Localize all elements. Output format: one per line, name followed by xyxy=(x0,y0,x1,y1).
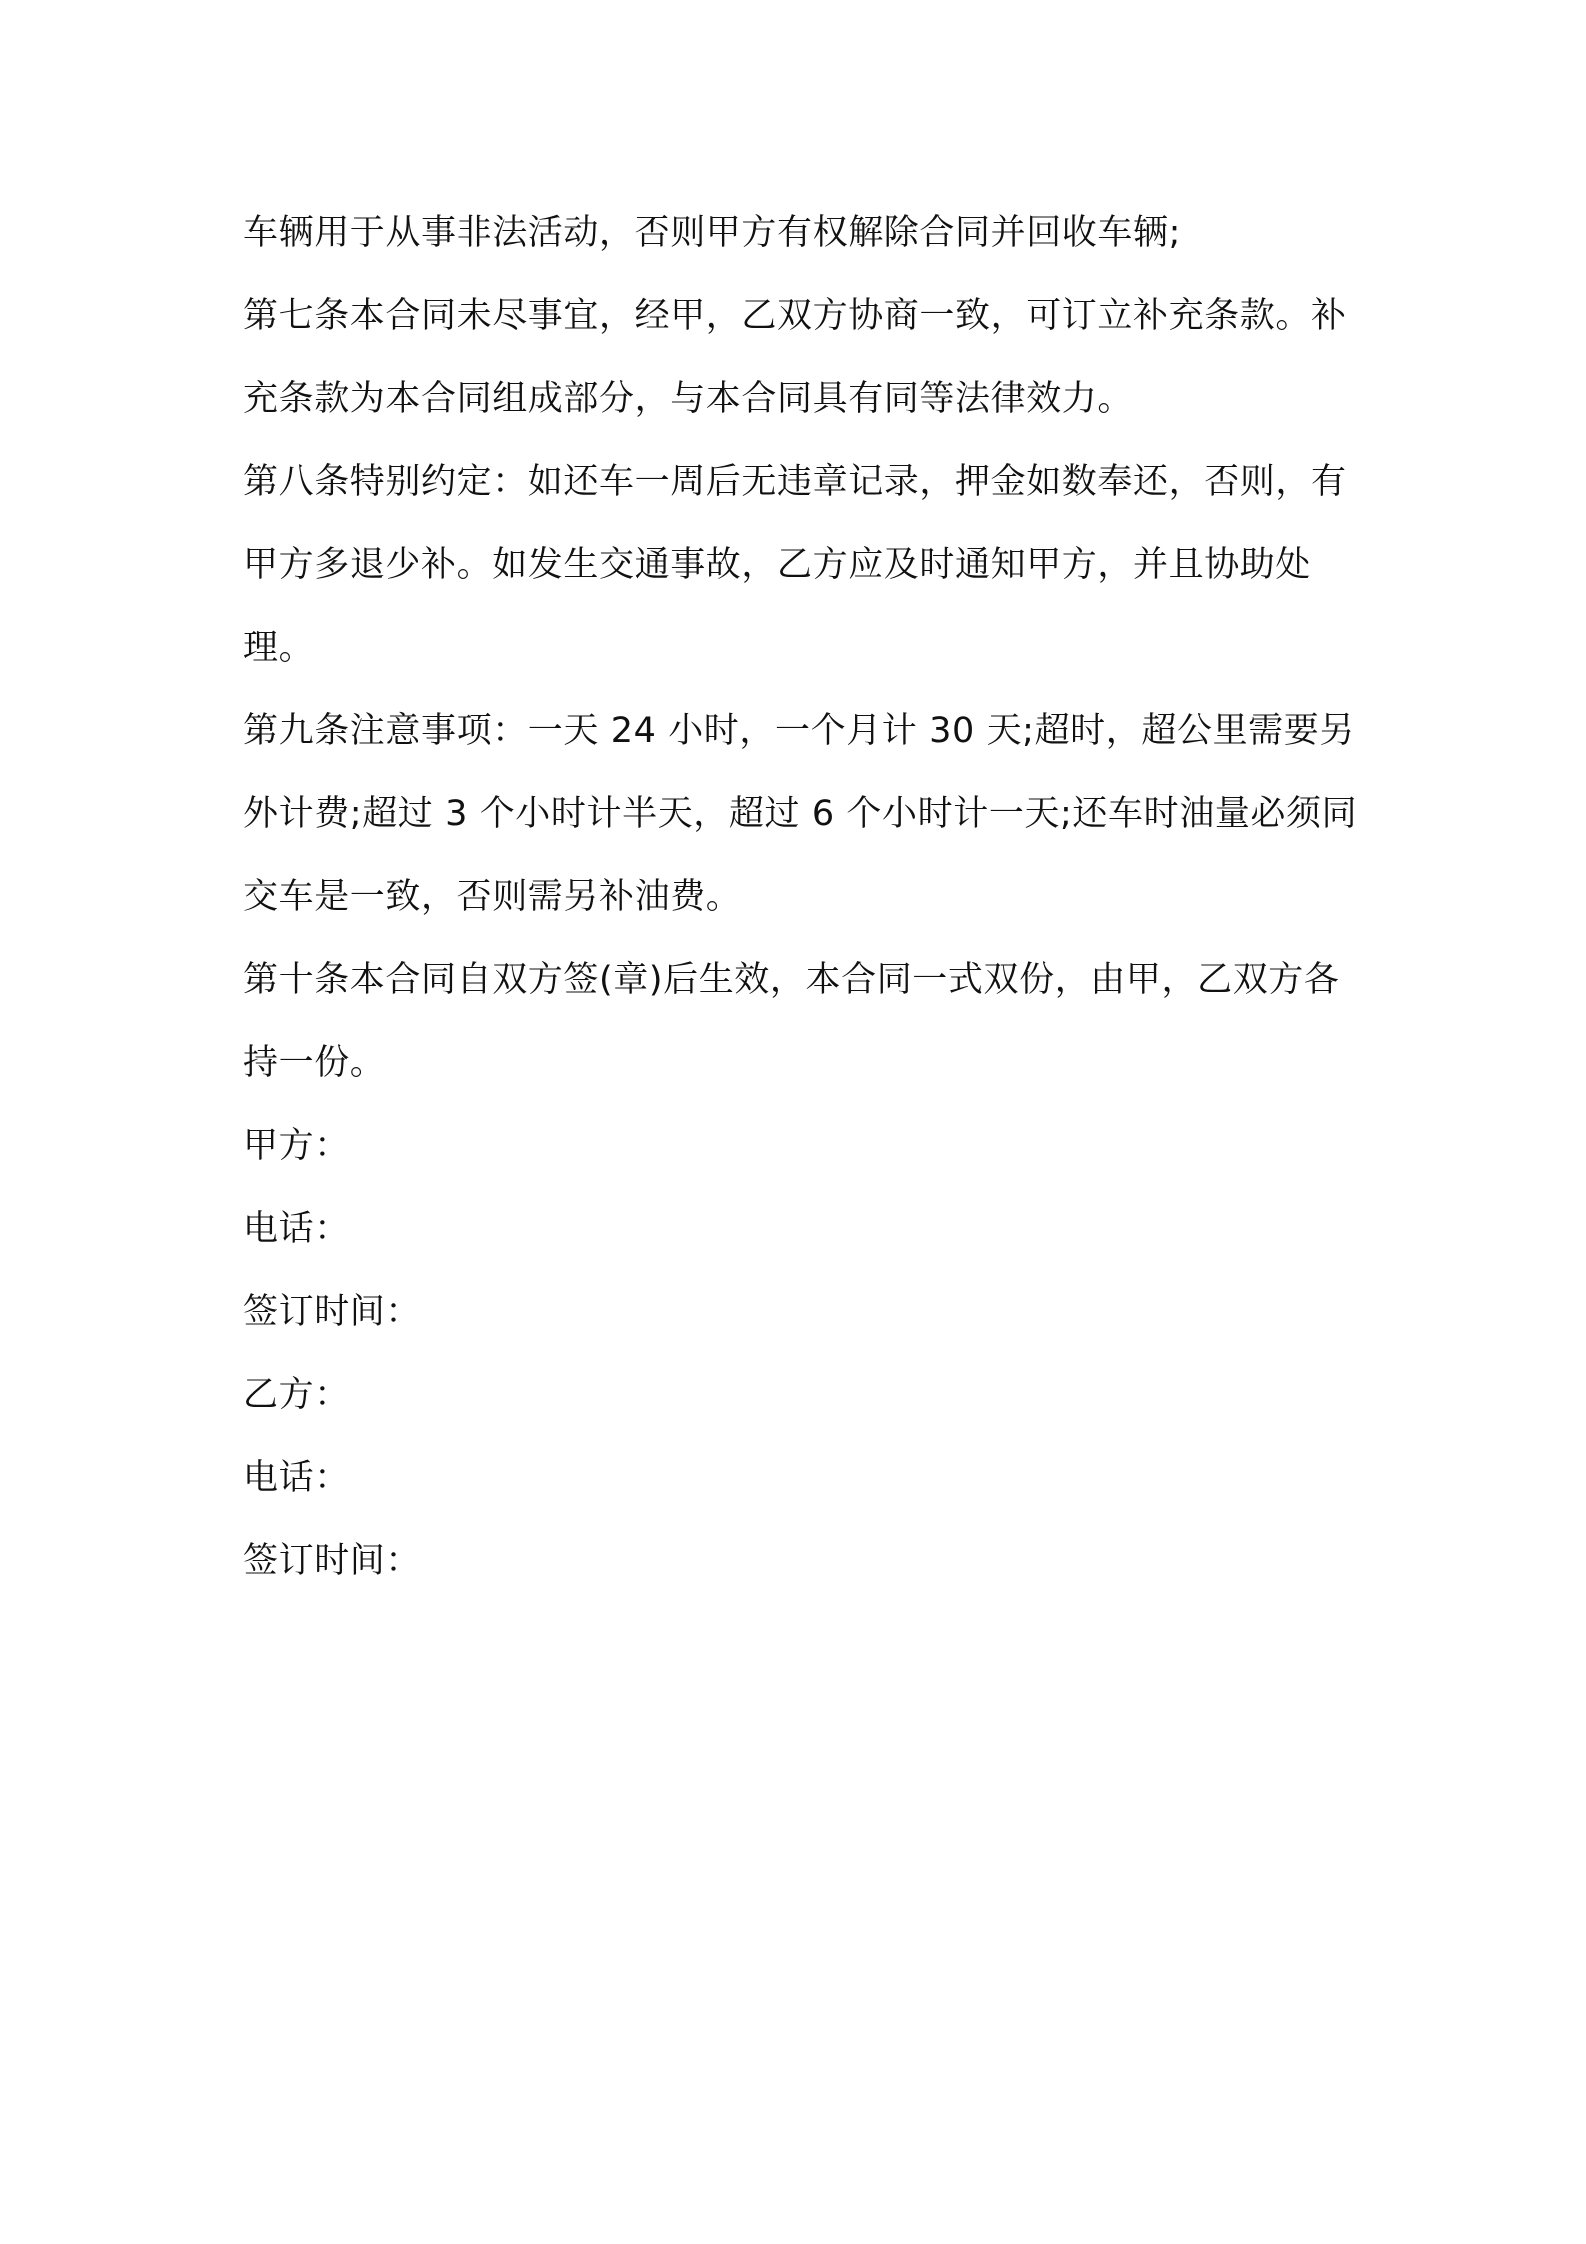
party-b-signature-block xyxy=(243,1354,1363,1603)
contract-body xyxy=(243,192,1363,1603)
party-b-phone-label: 电话： xyxy=(243,1458,350,1498)
clause-paragraph-9: 第九条注意事项：一天 24 小时，一个月计 30 天;超时，超公里需要另外计费;超过 3 个小时计半天，超过 6 个小时计一天;还车时油量必须同交车是一致，否则需另补油费。 xyxy=(243,711,1358,917)
party-a-label: 甲方： xyxy=(243,1126,350,1166)
party-a-sign-time-label: 签订时间： xyxy=(243,1292,422,1332)
party-b-label: 乙方： xyxy=(243,1375,350,1415)
party-b-sign-time-label: 签订时间： xyxy=(243,1541,422,1581)
party-a-phone-label: 电话： xyxy=(243,1209,350,1249)
party-a-signature-block xyxy=(243,1105,1363,1354)
clause-paragraph-1: 车辆用于从事非法活动，否则甲方有权解除合同并回收车辆; xyxy=(243,213,1181,253)
clause-paragraph-8: 第八条特别约定：如还车一周后无违章记录，押金如数奉还，否则，有甲方多退少补。如发生交通事故，乙方应及时通知甲方，并且协助处理。 xyxy=(243,462,1347,668)
clause-paragraph-10: 第十条本合同自双方签(章)后生效，本合同一式双份，由甲，乙双方各持一份。 xyxy=(243,960,1340,1083)
clause-paragraph-7: 第七条本合同未尽事宜，经甲，乙双方协商一致，可订立补充条款。补充条款为本合同组成部分，与本合同具有同等法律效力。 xyxy=(243,296,1347,419)
